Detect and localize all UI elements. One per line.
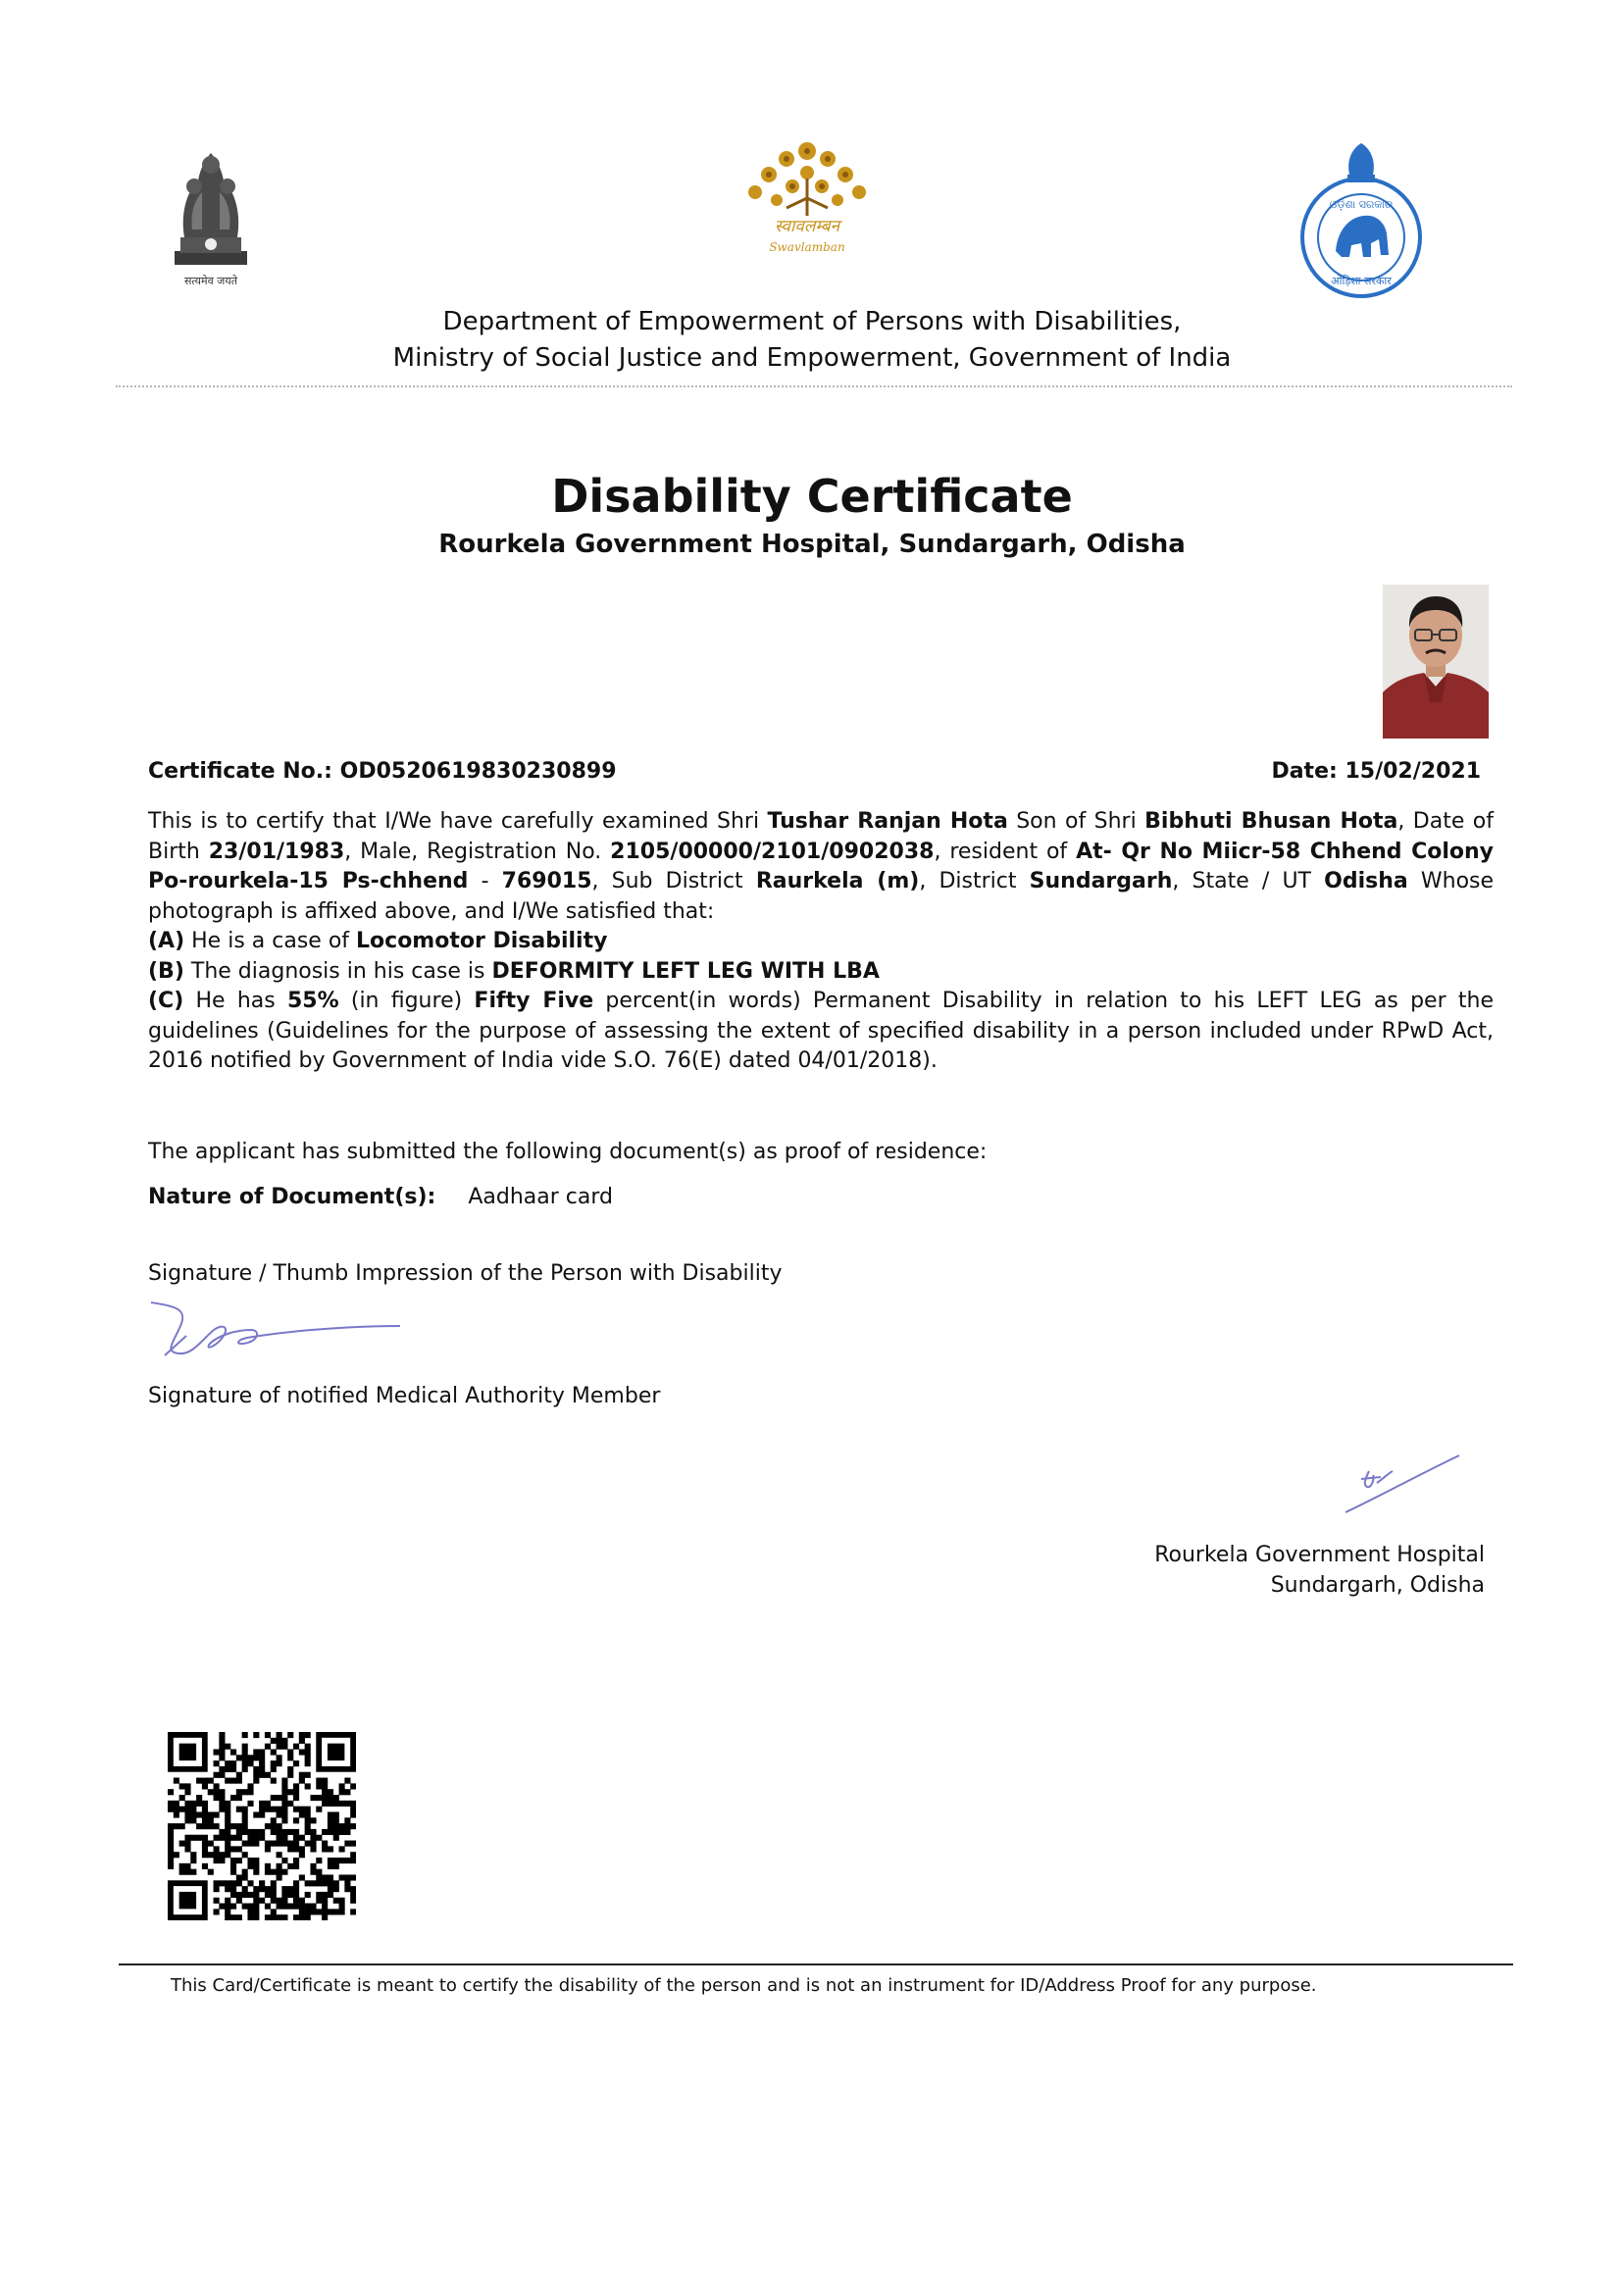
issuing-hospital-location: Sundargarh, Odisha — [1270, 1573, 1485, 1598]
footer-disclaimer: This Card/Certificate is meant to certify the disability of the person and is not an instrument for ID/Address Proof for any purpose. — [171, 1975, 1317, 1996]
diagnosis: DEFORMITY LEFT LEG WITH LBA — [491, 958, 880, 984]
qr-code — [168, 1732, 356, 1920]
certificate-date-label: Date: — [1271, 759, 1338, 784]
certification-paragraph: This is to certify that I/We have carefully examined Shri Tushar Ranjan Hota Son of Shri Bibhuti Bhusan Hota, Date of Birth 23/01/1983, Male, Registration No. 2105/00000/2101/0902038, resident of At- Qr No Miicr-58 Chhend Colony Po-rourkela-15 Ps-chhend - 769015, Sub District Raurkela (m), District Sundargarh, State / UT Odisha Whose photograph is affixed above, and I/We satisfied that: — [148, 809, 1495, 924]
svg-text:Swavlamban: Swavlamban — [769, 240, 845, 254]
department-heading — [0, 304, 1624, 377]
disability-percent: 55% — [286, 989, 339, 1013]
nature-of-document-label: Nature of Document(s): — [148, 1185, 436, 1209]
nature-of-document-value: Aadhaar card — [468, 1185, 613, 1209]
residence-proof-text: The applicant has submitted the following document(s) as proof of residence: — [148, 1140, 988, 1164]
certificate-date — [1271, 759, 1481, 784]
registration-number: 2105/00000/2101/0902038 — [610, 839, 935, 864]
odisha-seal-text: ओड़िशा सरकार — [1331, 275, 1392, 287]
state: Odisha — [1324, 869, 1408, 893]
clause-c: (C) He has 55% (in figure) Fifty Five percent(in words) Permanent Disability in relation to his LEFT LEG as per the guidelines (Guidelines for the purpose of assessing the extent of specified disability in a person included under RPwD Act, 2016 notified by Government of India vide S.O. 76(E) dated 04/01/2018). — [148, 989, 1494, 1073]
issuing-hospital-name: Rourkela Government Hospital — [1154, 1543, 1485, 1567]
national-emblem-logo — [157, 135, 265, 292]
clause-a: (A) He is a case of Locomotor Disability — [148, 929, 608, 953]
person-signature — [145, 1297, 406, 1375]
medical-authority-signature — [1340, 1450, 1463, 1518]
certificate-number-value: OD0520619830230899 — [339, 759, 617, 784]
nature-of-document — [148, 1185, 613, 1209]
certificate-subtitle: Rourkela Government Hospital, Sundargarh, Odisha — [438, 530, 1186, 559]
district: Sundargarh — [1029, 869, 1173, 893]
certificate-number — [148, 759, 617, 784]
certificate-date-value: 15/02/2021 — [1345, 759, 1481, 784]
certificate-title: Disability Certificate — [551, 470, 1073, 523]
svg-text:ଓଡ଼ିଶା ସରକାର: ଓଡ଼ିଶା ସରକାର — [1329, 198, 1394, 211]
medical-authority-signature-label: Signature of notified Medical Authority Member — [148, 1384, 661, 1408]
certificate-body — [148, 807, 1494, 1077]
odisha-government-seal — [1293, 135, 1430, 300]
emblem-motto: सत्यमेव जयते — [183, 275, 238, 287]
svg-text:स्वावलम्बन: स्वावलम्बन — [774, 217, 840, 236]
clause-b: (B) The diagnosis in his case is DEFORMITY LEFT LEG WITH LBA — [148, 958, 880, 984]
person-signature-label: Signature / Thumb Impression of the Person with Disability — [148, 1261, 783, 1286]
disability-percent-words: Fifty Five — [474, 989, 594, 1013]
header-divider — [116, 385, 1512, 387]
date-of-birth: 23/01/1983 — [208, 839, 345, 864]
sub-district: Raurkela (m) — [755, 869, 920, 893]
issuing-hospital — [1154, 1540, 1485, 1601]
disability-type: Locomotor Disability — [356, 929, 608, 953]
department-line-2: Ministry of Social Justice and Empowerment, Government of India — [392, 343, 1232, 373]
department-line-1: Department of Empowerment of Persons with Disabilities, — [442, 307, 1182, 336]
swavlamban-logo — [737, 129, 877, 262]
address: At- Qr No Miicr-58 Chhend Colony Po-rourkela-15 Ps-chhend — [148, 839, 1495, 893]
footer-divider — [119, 1963, 1513, 1965]
pin-code: 769015 — [501, 869, 592, 893]
certificate-number-label: Certificate No.: — [148, 759, 332, 784]
applicant-name: Tushar Ranjan Hota — [767, 809, 1008, 834]
father-name: Bibhuti Bhusan Hota — [1144, 809, 1398, 834]
applicant-photo — [1383, 585, 1489, 739]
